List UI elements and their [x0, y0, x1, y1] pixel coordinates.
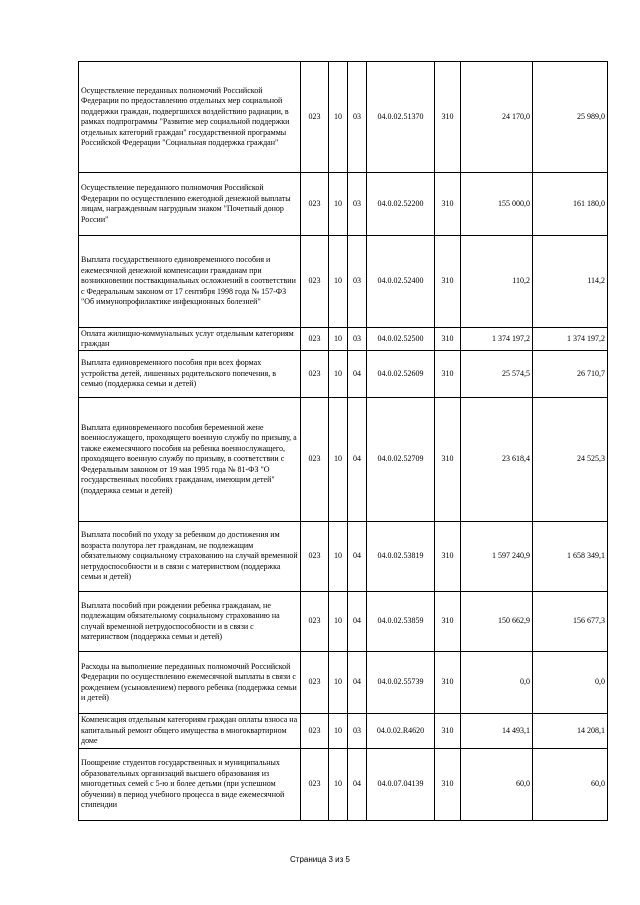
- code-expense-type: 310: [435, 351, 461, 398]
- code-target-article: 04.0.02.53859: [367, 592, 435, 652]
- code-target-article: 04.0.02.R4620: [367, 714, 435, 749]
- amount-year-2: 26 710,7: [533, 351, 608, 398]
- code-section: 10: [329, 173, 348, 236]
- amount-year-2: 161 180,0: [533, 173, 608, 236]
- code-grbs: 023: [301, 522, 329, 592]
- code-grbs: 023: [301, 62, 329, 173]
- code-target-article: 04.0.02.55739: [367, 652, 435, 714]
- code-grbs: 023: [301, 328, 329, 351]
- code-target-article: 04.0.02.53819: [367, 522, 435, 592]
- amount-year-2: 25 989,0: [533, 62, 608, 173]
- code-target-article: 04.0.02.52200: [367, 173, 435, 236]
- code-section: 10: [329, 328, 348, 351]
- amount-year-1: 23 618,4: [461, 398, 533, 522]
- code-target-article: 04.0.02.52400: [367, 236, 435, 328]
- code-section: 10: [329, 62, 348, 173]
- code-target-article: 04.0.07.04139: [367, 749, 435, 821]
- table-row: [79, 328, 608, 351]
- amount-year-2: 24 525,3: [533, 398, 608, 522]
- code-subsection: 04: [348, 398, 367, 522]
- code-section: 10: [329, 522, 348, 592]
- code-section: 10: [329, 749, 348, 821]
- table-row: [79, 398, 608, 522]
- amount-year-2: 60,0: [533, 749, 608, 821]
- budget-table-body: [79, 62, 608, 821]
- code-section: 10: [329, 714, 348, 749]
- budget-table: [78, 61, 608, 821]
- code-expense-type: 310: [435, 652, 461, 714]
- code-subsection: 03: [348, 62, 367, 173]
- code-target-article: 04.0.02.52709: [367, 398, 435, 522]
- code-grbs: 023: [301, 592, 329, 652]
- code-subsection: 04: [348, 749, 367, 821]
- code-section: 10: [329, 398, 348, 522]
- code-section: 10: [329, 652, 348, 714]
- table-row: [79, 62, 608, 173]
- code-expense-type: 310: [435, 398, 461, 522]
- code-grbs: 023: [301, 749, 329, 821]
- table-row: [79, 236, 608, 328]
- table-row: [79, 749, 608, 821]
- row-name: Выплата пособий при рождении ребенка гражданам, не подлежащим обязательному социальному страхованию на случай временной нетрудоспособности и в связи с материнством (поддержка семьи и детей): [79, 592, 301, 652]
- code-expense-type: 310: [435, 236, 461, 328]
- amount-year-2: 1 374 197,2: [533, 328, 608, 351]
- code-section: 10: [329, 592, 348, 652]
- amount-year-1: 25 574,5: [461, 351, 533, 398]
- table-row: [79, 522, 608, 592]
- table-row: [79, 592, 608, 652]
- amount-year-1: 60,0: [461, 749, 533, 821]
- code-subsection: 03: [348, 173, 367, 236]
- code-subsection: 04: [348, 652, 367, 714]
- code-target-article: 04.0.02.51370: [367, 62, 435, 173]
- table-row: [79, 173, 608, 236]
- code-expense-type: 310: [435, 62, 461, 173]
- code-expense-type: 310: [435, 714, 461, 749]
- code-grbs: 023: [301, 236, 329, 328]
- table-row: [79, 351, 608, 398]
- code-grbs: 023: [301, 714, 329, 749]
- amount-year-2: 1 658 349,1: [533, 522, 608, 592]
- code-grbs: 023: [301, 173, 329, 236]
- code-subsection: 03: [348, 714, 367, 749]
- code-expense-type: 310: [435, 173, 461, 236]
- code-grbs: 023: [301, 652, 329, 714]
- amount-year-1: 0,0: [461, 652, 533, 714]
- row-name: Выплата единовременного пособия при всех формах устройства детей, лишенных родительского попечения, в семью (поддержка семьи и детей): [79, 351, 301, 398]
- code-section: 10: [329, 236, 348, 328]
- code-expense-type: 310: [435, 592, 461, 652]
- row-name: Оплата жилищно-коммунальных услуг отдельным категориям граждан: [79, 328, 301, 351]
- table-row: [79, 714, 608, 749]
- code-subsection: 03: [348, 236, 367, 328]
- amount-year-1: 24 170,0: [461, 62, 533, 173]
- amount-year-1: 14 493,1: [461, 714, 533, 749]
- code-expense-type: 310: [435, 328, 461, 351]
- code-section: 10: [329, 351, 348, 398]
- row-name: Поощрение студентов государственных и муниципальных образовательных организаций высшего образования из многодетных семей с 5-ю и более детьми (при успешном обучении) в период учебного процесса в виде ежемесячной стипендии: [79, 749, 301, 821]
- code-grbs: 023: [301, 351, 329, 398]
- code-target-article: 04.0.02.52609: [367, 351, 435, 398]
- code-subsection: 04: [348, 522, 367, 592]
- row-name: Выплата пособий по уходу за ребенком до достижения им возраста полутора лет гражданам, не подлежащим обязательному социальному страхованию на случай временной нетрудоспособности и в связи с материнством (поддержка семьи и детей): [79, 522, 301, 592]
- code-expense-type: 310: [435, 749, 461, 821]
- amount-year-1: 110,2: [461, 236, 533, 328]
- amount-year-1: 1 597 240,9: [461, 522, 533, 592]
- page-number: Страница 3 из 5: [290, 855, 350, 864]
- row-name: Компенсация отдельным категориям граждан оплаты взноса на капитальный ремонт общего имущества в многоквартирном доме: [79, 714, 301, 749]
- amount-year-2: 0,0: [533, 652, 608, 714]
- amount-year-1: 150 662,9: [461, 592, 533, 652]
- row-name: Осуществление переданного полномочия Российской Федерации по осуществлению ежегодной денежной выплаты лицам, награжденным нагрудным знаком "Почетный донор России": [79, 173, 301, 236]
- code-subsection: 04: [348, 351, 367, 398]
- code-subsection: 03: [348, 328, 367, 351]
- amount-year-2: 156 677,3: [533, 592, 608, 652]
- amount-year-1: 155 000,0: [461, 173, 533, 236]
- row-name: Выплата единовременного пособия беременной жене военнослужащего, проходящего военную службу по призыву, а также ежемесячного пособия на ребенка военнослужащего, проходящего военную службу по призыву, в соответствии с Федеральным законом от 19 мая 1995 года № 81-ФЗ "О государственных пособиях гражданам, имеющим детей" (поддержка семьи и детей): [79, 398, 301, 522]
- row-name: Расходы на выполнение переданных полномочий Российской Федерации по осуществлению ежемесячной выплаты в связи с рождением (усыновлением) первого ребенка (поддержка семьи и детей): [79, 652, 301, 714]
- table-row: [79, 652, 608, 714]
- code-target-article: 04.0.02.52500: [367, 328, 435, 351]
- code-grbs: 023: [301, 398, 329, 522]
- amount-year-2: 14 208,1: [533, 714, 608, 749]
- code-expense-type: 310: [435, 522, 461, 592]
- code-subsection: 04: [348, 592, 367, 652]
- row-name: Выплата государственного единовременного пособия и ежемесячной денежной компенсации гражданам при возникновении поствакцинальных осложнений в соответствии с Федеральным законом от 17 сентября 1998 года № 157-ФЗ "Об иммунопрофилактике инфекционных болезней": [79, 236, 301, 328]
- amount-year-2: 114,2: [533, 236, 608, 328]
- row-name: Осуществление переданных полномочий Российской Федерации по предоставлению отдельных мер социальной поддержки граждан, подвергшихся воздействию радиации, в рамках подпрограммы "Развитие мер социальной поддержки отдельных категорий граждан" государственной программы Российской Федерации "Социальная поддержка граждан": [79, 62, 301, 173]
- amount-year-1: 1 374 197,2: [461, 328, 533, 351]
